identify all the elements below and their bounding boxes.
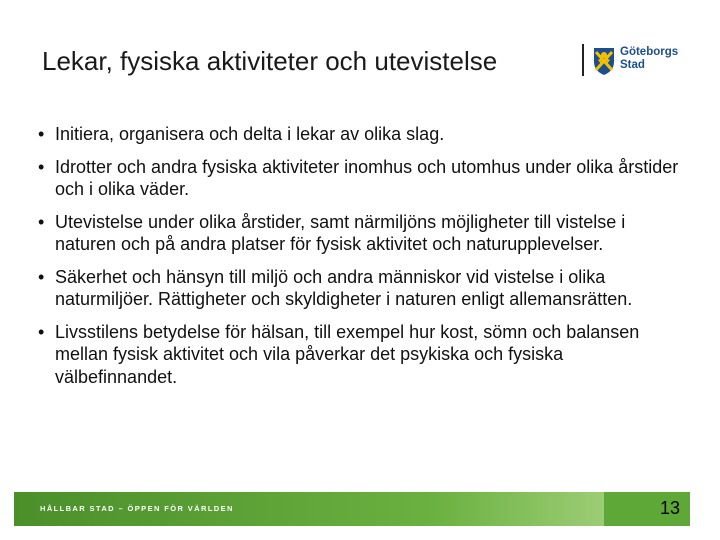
bullet-text: Utevistelse under olika årstider, samt närmiljöns möjligheter till vistelse i naturen och på andra platser för fysisk aktivitet och naturupplevelser. <box>55 211 626 254</box>
footer-bar <box>14 492 690 526</box>
list-item <box>38 321 688 389</box>
bullet-list <box>38 123 688 398</box>
logo-wordmark <box>620 46 678 72</box>
bullet-text: Säkerhet och hänsyn till miljö och andra människor vid vistelse i olika naturmiljöer. Rättigheter och skyldigheter i naturen enligt allemansrätten. <box>55 266 633 309</box>
bullet-marker: • <box>38 124 45 144</box>
bullet-marker: • <box>38 156 45 177</box>
bullet-marker: • <box>38 211 45 232</box>
footer-tagline: HÅLLBAR STAD – ÖPPEN FÖR VÄRLDEN <box>40 504 234 513</box>
goteborgs-stad-logo <box>592 46 692 80</box>
list-item <box>38 211 688 256</box>
footer-band <box>14 492 614 526</box>
bullet-text: Initiera, organisera och delta i lekar av olika slag. <box>55 124 445 144</box>
city-crest-icon <box>592 46 616 76</box>
slide-title: Lekar, fysiska aktiviteter och utevistelse <box>42 46 498 76</box>
logo-divider <box>582 44 584 76</box>
page-number: 13 <box>659 498 680 518</box>
logo-line-1: Göteborgs <box>620 46 679 58</box>
page-number-box <box>604 492 690 526</box>
bullet-text: Livsstilens betydelse för hälsan, till exempel hur kost, sömn och balansen mellan fysisk aktivitet och vila påverkar det psykiska och fysiska välbefinnandet. <box>55 321 640 387</box>
list-item <box>38 266 688 311</box>
list-item <box>38 123 688 146</box>
list-item <box>38 156 688 201</box>
logo-line-2: Stad <box>620 59 645 71</box>
bullet-marker: • <box>38 266 45 287</box>
bullet-text: Idrotter och andra fysiska aktiviteter inomhus och utomhus under olika årstider och i olika väder. <box>55 156 679 199</box>
bullet-marker: • <box>38 321 45 342</box>
